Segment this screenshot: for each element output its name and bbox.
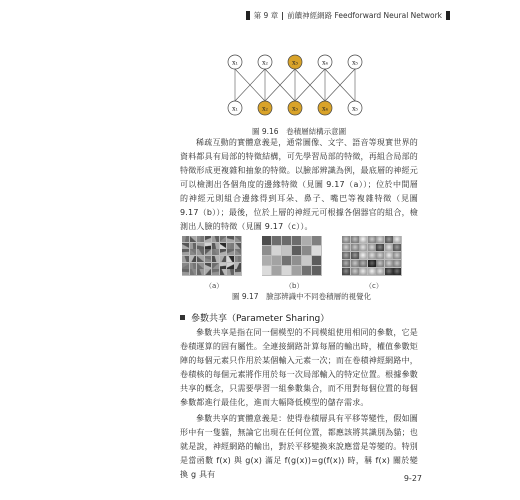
chapter-title: 前饋神經網路 Feedforward Neural Network xyxy=(287,11,442,20)
visualization-cell xyxy=(182,269,189,275)
visualization-cell xyxy=(312,236,321,245)
diagram-edges xyxy=(235,69,355,101)
header-separator xyxy=(282,12,283,20)
visualization-cell xyxy=(312,256,321,265)
visualization-cell xyxy=(282,256,291,265)
visualization-cell xyxy=(342,252,350,259)
node-label: x₅ xyxy=(352,59,358,67)
visualization-cell xyxy=(312,266,321,275)
visualization-cell xyxy=(351,260,359,267)
visualization-cell xyxy=(376,244,384,251)
visualization-cell xyxy=(197,236,204,242)
header-bar-left xyxy=(246,11,250,20)
node-label: x₄ xyxy=(322,59,328,67)
visualization-cell xyxy=(262,236,271,245)
visualization-cell xyxy=(212,263,219,269)
section-bullet-icon xyxy=(180,315,185,320)
visualization-cell xyxy=(235,256,242,262)
visualization-cell xyxy=(302,236,311,245)
visualization-cell xyxy=(220,243,227,249)
visualization-cell xyxy=(376,268,384,275)
visualization-cell xyxy=(376,252,384,259)
visualization-cell xyxy=(182,236,189,242)
visualization-cell xyxy=(292,266,301,275)
visualization-cell xyxy=(212,269,219,275)
visualization-cell xyxy=(368,268,376,275)
visualization-cell xyxy=(190,256,197,262)
visualization-cell xyxy=(351,252,359,259)
visualization-cell xyxy=(205,269,212,275)
section-heading xyxy=(180,311,329,324)
visualization-cell xyxy=(282,236,291,245)
input-node xyxy=(228,101,242,115)
visualization-cell xyxy=(220,269,227,275)
visualization-cell xyxy=(212,256,219,262)
visualization-cell xyxy=(302,246,311,255)
conv-structure-diagram xyxy=(220,50,370,120)
visualization-cell xyxy=(393,252,401,259)
input-node xyxy=(288,101,302,115)
input-node xyxy=(348,101,362,115)
visualization-cell xyxy=(376,236,384,243)
running-header xyxy=(246,10,450,21)
visualization-cell xyxy=(351,236,359,243)
visualization-cell xyxy=(272,236,281,245)
visualization-cell xyxy=(182,263,189,269)
visualization-cell xyxy=(197,269,204,275)
node-label: x₂ xyxy=(262,105,268,113)
node-label: x₅ xyxy=(352,105,358,113)
chapter-label: 第 9 章 xyxy=(253,11,279,20)
visualization-cell xyxy=(342,244,350,251)
visualization-cell xyxy=(197,256,204,262)
node-label: x₁ xyxy=(232,105,238,113)
visualization-cell xyxy=(220,236,227,242)
paragraph-parameter-sharing xyxy=(180,326,418,482)
visualization-cell xyxy=(212,236,219,242)
node-label: x₃ xyxy=(292,105,298,113)
visualization-cell xyxy=(227,243,234,249)
header-bar-right xyxy=(446,11,450,20)
sublabel-a: （a） xyxy=(205,282,224,290)
visualization-cell xyxy=(220,263,227,269)
visualization-cell xyxy=(235,263,242,269)
input-node xyxy=(258,101,272,115)
output-node xyxy=(288,55,302,69)
visualization-cell xyxy=(205,263,212,269)
paragraph-text: 參數共享是指在同一個模型的不同模組使用相同的參數，它是卷積運算的固有屬性。全連接網路計算每層的輸出時，權值參數矩陣的每個元素只作用於某個輸入元素一次；而在卷積神經網路中，卷積核的每個元素將作用於每一次局部輸入的特定位置。根據參數共享的概念，只需要學習一組參數集合，而不用對每個位置的每個參數都進行最佳化，進而大幅降低模型的儲存需求。 xyxy=(180,328,418,407)
paragraph-sparse-interaction xyxy=(180,136,418,234)
visualization-cell xyxy=(302,256,311,265)
visualization-cell xyxy=(393,236,401,243)
output-node xyxy=(348,55,362,69)
sublabel-b: （b） xyxy=(285,282,304,290)
node-label: x₁ xyxy=(232,59,238,67)
visualization-cell xyxy=(359,244,367,251)
visualization-cell xyxy=(368,244,376,251)
visualization-cell xyxy=(359,236,367,243)
visualization-cell xyxy=(227,269,234,275)
visualization-cell xyxy=(359,252,367,259)
visualization-cell xyxy=(292,236,301,245)
visualization-cell xyxy=(342,268,350,275)
visualization-cell xyxy=(385,236,393,243)
visualization-cell xyxy=(190,236,197,242)
visualization-cell xyxy=(190,243,197,249)
visualization-cell xyxy=(235,269,242,275)
visualization-cell xyxy=(359,268,367,275)
face-features-image xyxy=(342,236,402,276)
visualization-cell xyxy=(197,249,204,255)
visualization-cell xyxy=(227,249,234,255)
visualization-cell xyxy=(385,268,393,275)
visualization-cell xyxy=(376,260,384,267)
figure-916-caption: 圖 9.16 卷積層結構示意圖 xyxy=(252,127,347,136)
visualization-cell xyxy=(292,256,301,265)
visualization-cell xyxy=(385,260,393,267)
figure-917-caption: 圖 9.17 臉部辨識中不同卷積層的視覺化 xyxy=(232,292,372,301)
visualization-cell xyxy=(292,246,301,255)
visualization-cell xyxy=(205,236,212,242)
visualization-cell xyxy=(205,243,212,249)
page-number: 9-27 xyxy=(403,474,422,483)
visualization-cell xyxy=(302,266,311,275)
visualization-cell xyxy=(385,252,393,259)
visualization-cell xyxy=(262,266,271,275)
node-label: x₂ xyxy=(262,59,268,67)
visualization-cell xyxy=(190,269,197,275)
visualization-cell xyxy=(351,268,359,275)
visualization-cell xyxy=(312,246,321,255)
visualization-cell xyxy=(235,236,242,242)
sublabel-c: （c） xyxy=(365,282,383,290)
visualization-cell xyxy=(262,246,271,255)
visualization-cell xyxy=(272,246,281,255)
output-node xyxy=(228,55,242,69)
visualization-cell xyxy=(182,249,189,255)
visualization-cell xyxy=(272,256,281,265)
visualization-cell xyxy=(393,244,401,251)
visualization-cell xyxy=(235,249,242,255)
visualization-cell xyxy=(227,263,234,269)
visualization-cell xyxy=(227,256,234,262)
visualization-cell xyxy=(351,244,359,251)
visualization-cell xyxy=(368,260,376,267)
visualization-cell xyxy=(359,260,367,267)
output-node xyxy=(258,55,272,69)
visualization-cell xyxy=(235,243,242,249)
paragraph-text: 稀疏互動的實體意義是，通常圖像、文字、語音等現實世界的資料都具有局部的特徵結構，可先學習局部的特徵，再組合局部的特徵形成更複雜和抽象的特徵。以臉部辨識為例，最底層的神經元可以檢測出各個角度的邊緣特徵（見圖 9.17（a））；位於中間層的神經元則組合邊緣得到耳朵、鼻子、嘴巴等複雜特徵（見圖 9.17（b））；最後，位於上層的神經元可根據各個器官的組合，檢測出人臉的特徵（見圖 9.17（c））。 xyxy=(180,138,418,231)
edge-filters-image xyxy=(182,236,242,276)
visualization-cell xyxy=(205,256,212,262)
visualization-cell xyxy=(385,244,393,251)
visualization-cell xyxy=(393,268,401,275)
visualization-cell xyxy=(190,263,197,269)
input-node xyxy=(318,101,332,115)
visualization-cell xyxy=(227,236,234,242)
output-node xyxy=(318,55,332,69)
visualization-cell xyxy=(368,252,376,259)
visualization-cell xyxy=(393,260,401,267)
visualization-cell xyxy=(220,249,227,255)
visualization-cell xyxy=(212,249,219,255)
face-parts-image xyxy=(262,236,322,276)
visualization-cell xyxy=(342,236,350,243)
visualization-cell xyxy=(262,256,271,265)
visualization-cell xyxy=(190,249,197,255)
node-label: x₃ xyxy=(292,59,298,67)
visualization-cell xyxy=(212,243,219,249)
visualization-cell xyxy=(205,249,212,255)
visualization-cell xyxy=(342,260,350,267)
paragraph-text: 參數共享的實體意義是：使得卷積層具有平移等變性，假如圖形中有一隻貓，無論它出現在任何位置，都應該將其識別為貓；也就是說，神經網路的輸出，對於平移變換來說應當是等變的。特別是當函數 f(x) 與 g(x) 滿足 f(g(x))=g(f(x)) 時，稱 f(x) 關於變換 g 具有 xyxy=(180,414,418,479)
visualization-cell xyxy=(272,266,281,275)
node-label: x₄ xyxy=(322,105,328,113)
visualization-cell xyxy=(182,256,189,262)
section-title: 參數共享（Parameter Sharing） xyxy=(191,314,330,324)
visualization-cell xyxy=(197,263,204,269)
visualization-cell xyxy=(282,246,291,255)
visualization-cell xyxy=(182,243,189,249)
visualization-cell xyxy=(220,256,227,262)
visualization-cell xyxy=(197,243,204,249)
figure-917-images xyxy=(182,236,418,276)
visualization-cell xyxy=(368,236,376,243)
visualization-cell xyxy=(282,266,291,275)
